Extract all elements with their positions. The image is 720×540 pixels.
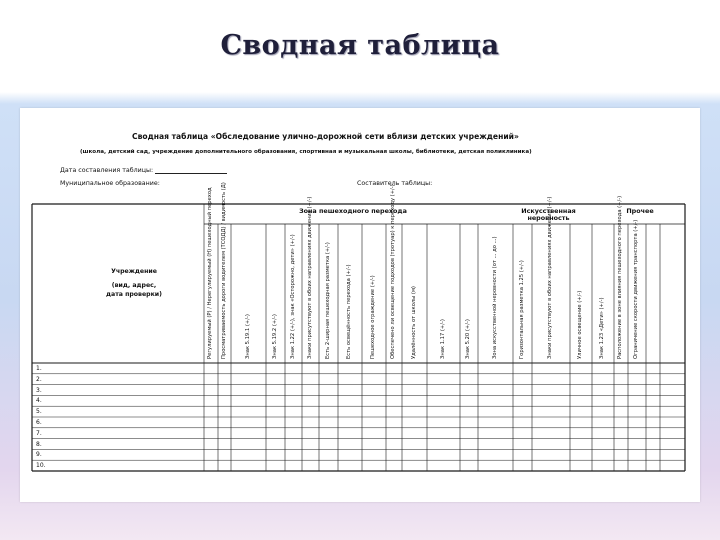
table-row-number: 5. [36, 408, 42, 416]
column-header: Знаки присутствуют в обоих направлениях движения (+/-) [547, 196, 553, 359]
table-row-number: 7. [36, 429, 42, 437]
column-header: Горизонтальная разметка 1.25 (+/-) [518, 260, 525, 359]
column-header: Есть освещённость перехода (+/-) [346, 264, 352, 359]
table-row-number: 2. [36, 375, 42, 383]
institution-subheader: (вид, адрес, дата проверки) [106, 282, 162, 298]
column-header: Знак 1.22 (+/-), знак «Осторожно, дети» (+/-) [289, 234, 296, 359]
column-header: Зона искусственной неровности (от ... до ...) [491, 236, 498, 359]
table-row-number: 4. [36, 397, 42, 405]
column-header: Знак 1.17 (+/-) [439, 319, 446, 359]
table-row-number: 1. [36, 365, 42, 372]
document-sheet [20, 108, 700, 502]
column-header: Регулируемый (Р) / Нерегулируемый (Н) пешеходный переход [207, 187, 213, 359]
group-header: Зона пешеходного перехода [299, 207, 407, 215]
author-label: Составитель таблицы: [357, 180, 433, 187]
column-header: Знак 5.19.2 (+/-) [271, 314, 278, 359]
column-header: Просматриваемость дороги водителем (ТСОДД) / видимость (Д) [220, 182, 227, 359]
column-header: Знаки присутствуют в обоих направлениях движения (+/-) [306, 196, 313, 359]
column-header: Знак 1.23 «Дети» (+/-) [599, 297, 605, 359]
municipality-label: Муниципальное образование: [60, 180, 160, 187]
slide-title: Сводная таблица [220, 30, 500, 61]
column-header: Знак 5.19.1 (+/-) [244, 314, 251, 359]
column-header: Знак 5.20 (+/-) [465, 319, 471, 359]
group-header: Прочее [626, 207, 654, 215]
column-header: Уличное освещение (+/-) [577, 290, 583, 359]
table-row-number: 3. [36, 386, 42, 394]
table-row-number: 9. [36, 451, 42, 459]
summary-table-grid [20, 108, 700, 502]
institution-header: Учреждение [111, 268, 157, 275]
column-header: Есть 2-ширная пешеходная разметка (+/-) [324, 242, 331, 359]
column-header: Ограничение скорости движения транспорта (+/-) [633, 219, 639, 359]
institution-header-cell [64, 268, 204, 299]
table-row-number: 6. [36, 419, 42, 426]
group-header: Искусственная неровность [521, 207, 576, 223]
date-label: Дата составления таблицы: [60, 167, 154, 174]
table-row-number: 8. [36, 440, 42, 448]
column-header: Расположение в зоне влияния пешеходного перехода (+/-) [617, 195, 623, 359]
column-header: Обеспечено ли освещение подходов (тротуар) к переходу (+/-) [390, 184, 396, 359]
document-title: Сводная таблица «Обследование улично-дорожной сети вблизи детских учреждений» [132, 132, 519, 141]
table-row-number: 10. [36, 462, 46, 470]
column-header: Пешеходное ограждение (+/-) [370, 275, 376, 359]
column-header: Удалённость от школы (м) [410, 286, 417, 359]
document-subtitle: (школа, детский сад, учреждение дополнительного образования, спортивная и музыкальная школы, библиотеки, детская поликлиника) [80, 149, 532, 155]
